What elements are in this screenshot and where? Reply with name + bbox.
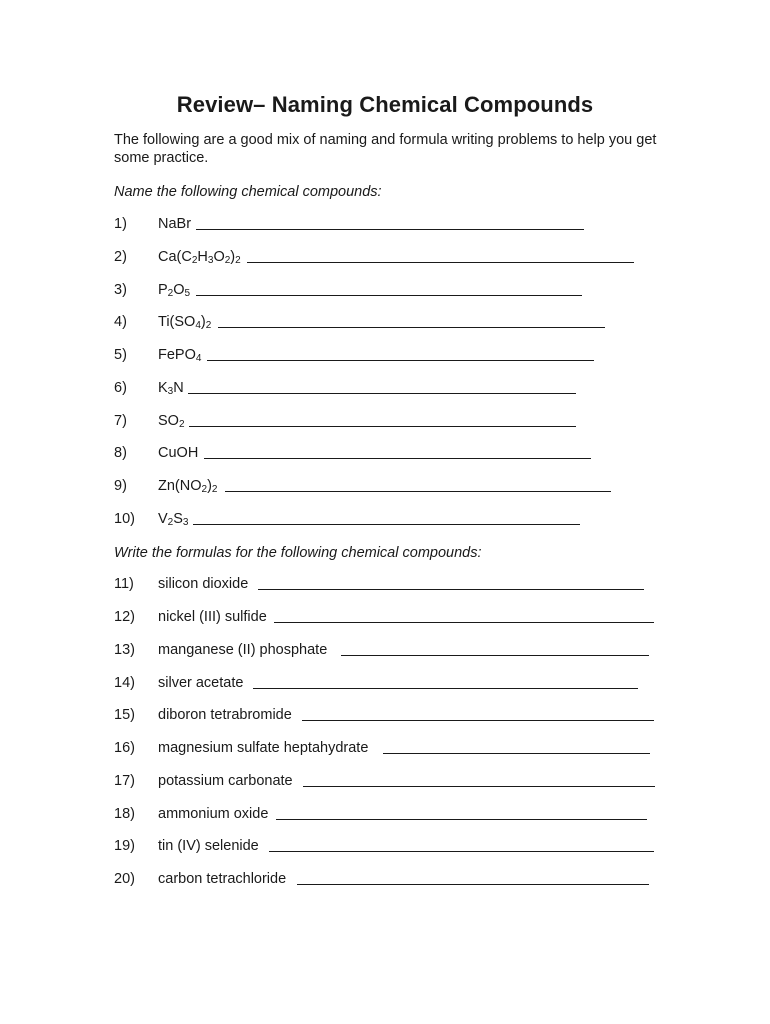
question-number: 14) <box>114 675 135 691</box>
answer-line[interactable] <box>188 393 576 394</box>
answer-line[interactable] <box>253 688 638 689</box>
answer-line[interactable] <box>274 622 654 623</box>
question-text: $SO_2$ <box>158 413 185 430</box>
question-text: $Zn(NO_2)_2$ <box>158 478 218 495</box>
question-number: 12) <box>114 609 135 625</box>
question-number: 2) <box>114 249 127 265</box>
answer-line[interactable] <box>276 819 647 820</box>
question-text: diboron tetrabromide <box>158 707 292 723</box>
answer-line[interactable] <box>189 426 576 427</box>
question-number: 18) <box>114 806 135 822</box>
answer-line[interactable] <box>302 720 654 721</box>
question-text: silver acetate <box>158 675 244 691</box>
question-number: 4) <box>114 314 127 330</box>
answer-line[interactable] <box>247 262 634 263</box>
question-number: 9) <box>114 478 127 494</box>
answer-line[interactable] <box>196 295 582 296</box>
answer-line[interactable] <box>383 753 650 754</box>
answer-line[interactable] <box>207 360 594 361</box>
question-text: NaBr <box>158 216 192 232</box>
question-number: 5) <box>114 347 127 363</box>
answer-line[interactable] <box>297 884 649 885</box>
question-text: potassium carbonate <box>158 773 293 789</box>
page-title: Review– Naming Chemical Compounds <box>176 92 594 117</box>
question-number: 19) <box>114 838 135 854</box>
question-text: FePO$_4$ <box>158 347 202 364</box>
question-number: 10) <box>114 511 135 527</box>
question-number: 6) <box>114 380 127 396</box>
question-number: 8) <box>114 445 127 461</box>
section-heading-naming: Name the following chemical compounds: <box>114 184 382 200</box>
question-text: $Ca(C_2H_3O_2)_2$ <box>158 249 241 266</box>
answer-line[interactable] <box>303 786 655 787</box>
question-number: 11) <box>114 576 134 592</box>
question-number: 3) <box>114 282 127 298</box>
question-number: 13) <box>114 642 135 658</box>
question-number: 7) <box>114 413 127 429</box>
question-number: 17) <box>114 773 135 789</box>
question-text: $K_3N$ <box>158 380 184 397</box>
question-text: CuOH <box>158 445 199 461</box>
answer-line[interactable] <box>193 524 580 525</box>
answer-line[interactable] <box>341 655 649 656</box>
question-number: 1) <box>114 216 127 232</box>
question-number: 16) <box>114 740 135 756</box>
question-text: $Ti(SO_4)_2$ <box>158 314 212 331</box>
question-text: $V_2S_3$ <box>158 511 189 528</box>
answer-line[interactable] <box>196 229 584 230</box>
question-number: 15) <box>114 707 135 723</box>
question-text: carbon tetrachloride <box>158 871 287 887</box>
answer-line[interactable] <box>204 458 591 459</box>
answer-line[interactable] <box>269 851 654 852</box>
question-text: $P_2O_5$ <box>158 282 191 299</box>
question-text: manganese (II) phosphate <box>158 642 328 658</box>
question-text: magnesium sulfate heptahydrate <box>158 740 369 756</box>
question-text: ammonium oxide <box>158 806 269 822</box>
section-heading-formulas: Write the formulas for the following chemical compounds: <box>114 545 482 561</box>
question-number: 20) <box>114 871 135 887</box>
question-text: tin (IV) selenide <box>158 838 259 854</box>
question-text: silicon dioxide <box>158 576 249 592</box>
answer-line[interactable] <box>258 589 644 590</box>
question-text: nickel (III) sulfide <box>158 609 267 625</box>
answer-line[interactable] <box>218 327 605 328</box>
answer-line[interactable] <box>225 491 611 492</box>
intro-paragraph: The following are a good mix of naming and formula writing problems to help you get some practice. <box>114 132 657 166</box>
